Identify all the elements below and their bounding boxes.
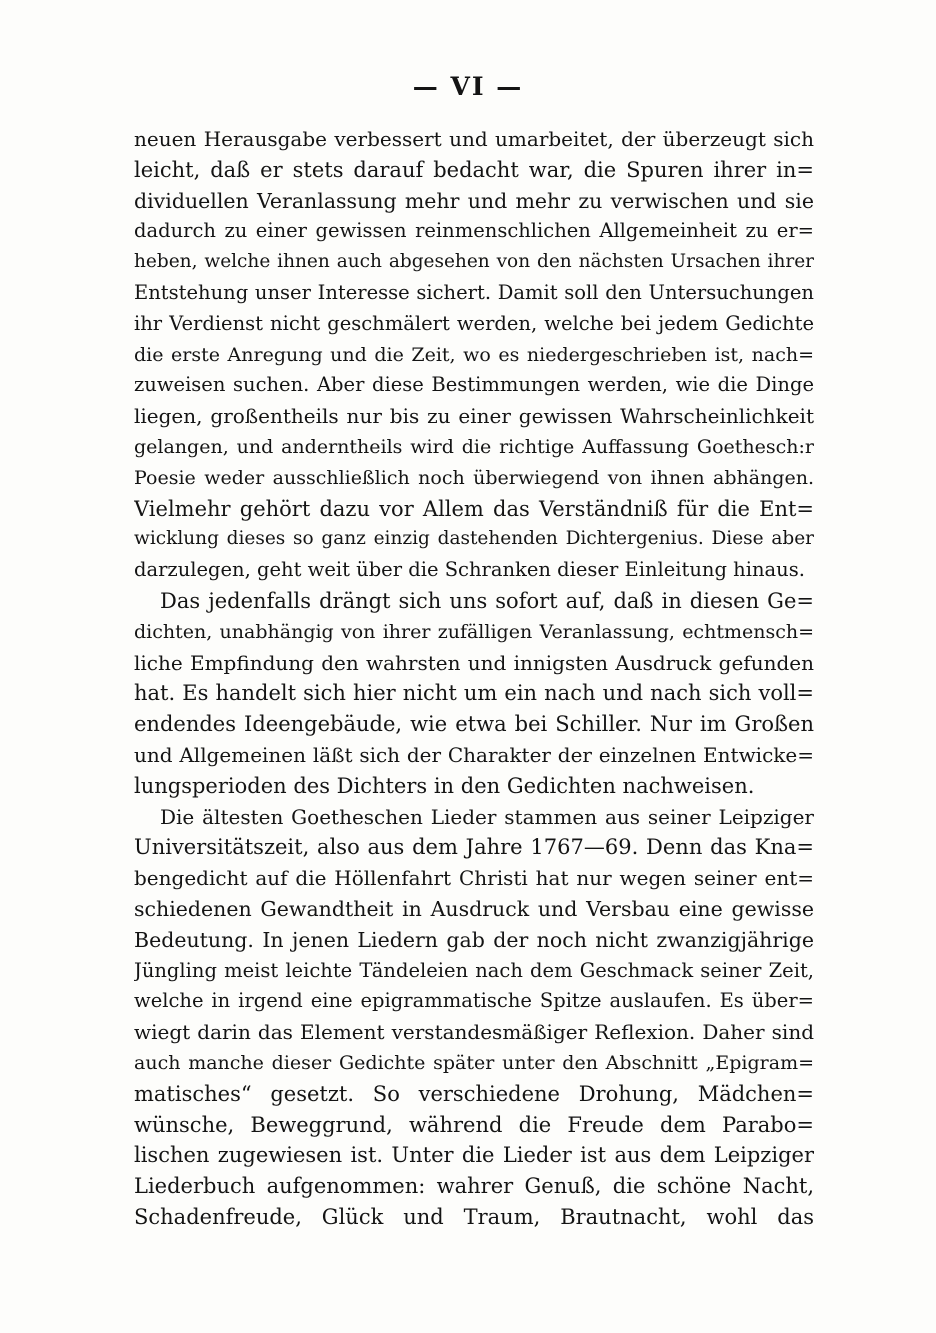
text-line: und Allgemeinen läßt sich der Charakter der einzelnen Entwicke= [134, 742, 814, 767]
text-line: wünsche, Beweggrund, während die Freude dem Parabo= [134, 1112, 814, 1137]
text-line: wiegt darin das Element verstandesmäßiger Reflexion. Daher sind [134, 1020, 814, 1045]
text-line: lischen zugewiesen ist. Unter die Lieder ist aus dem Leipziger [134, 1143, 814, 1168]
text-line: wicklung dieses so ganz einzig dastehenden Dichtergenius. Diese aber [134, 528, 814, 550]
text-line: zuweisen suchen. Aber diese Bestimmungen werden, wie die Dinge [134, 373, 814, 397]
page-number: — VI — [412, 72, 524, 101]
text-line: darzulegen, geht weit über die Schranken dieser Einleitung hinaus. [134, 558, 805, 582]
text-line: schiedenen Gewandtheit in Ausdruck und Versbau eine gewisse [134, 896, 814, 921]
text-line: matisches“ gesetzt. So verschiedene Drohung, Mädchen= [134, 1081, 814, 1106]
text-line: liche Empfindung den wahrsten und innigsten Ausdruck gefunden [134, 650, 814, 675]
text-line: Jüngling meist leichte Tändeleien nach dem Geschmack seiner Zeit, [134, 958, 814, 982]
text-line: ihr Verdienst nicht geschmälert werden, welche bei jedem Gedichte [134, 311, 814, 335]
text-line: bengedicht auf die Höllenfahrt Christi hat nur wegen seiner ent= [134, 866, 814, 891]
text-line: auch manche dieser Gedichte später unter den Abschnitt „Epigram= [134, 1051, 814, 1074]
text-line: welche in irgend eine epigrammatische Spitze auslaufen. Es über= [134, 989, 814, 1013]
text-line: endendes Ideengebäude, wie etwa bei Schiller. Nur im Großen [134, 712, 814, 737]
text-line: Liederbuch aufgenommen: wahrer Genuß, die schöne Nacht, [134, 1174, 814, 1199]
text-line: Entstehung unser Interesse sichert. Damit soll den Untersuchungen [134, 280, 814, 304]
text-line: Universitätszeit, also aus dem Jahre 1767—69. Denn das Kna= [134, 835, 814, 860]
text-line: Die ältesten Goetheschen Lieder stammen aus seiner Leipziger [160, 804, 814, 829]
text-line: dadurch zu einer gewissen reinmenschlichen Allgemeinheit zu er= [134, 219, 814, 243]
text-line: gelangen, und anderntheils wird die richtige Auffassung Goethesch:r [134, 435, 814, 458]
body-text [134, 124, 814, 1233]
text-line: lungsperioden des Dichters in den Gedichten nachweisen. [134, 773, 755, 798]
text-line: liegen, großentheils nur bis zu einer gewissen Wahrscheinlichkeit [134, 404, 814, 429]
text-line: Poesie weder ausschließlich noch überwiegend von ihnen abhängen. [134, 466, 814, 489]
text-line: dichten, unabhängig von ihrer zufälligen Veranlassung, echtmensch= [134, 620, 814, 643]
text-line: Schadenfreude, Glück und Traum, Brautnacht, wohl das [134, 1204, 814, 1229]
text-line: die erste Anregung und die Zeit, wo es niedergeschrieben ist, nach= [134, 343, 814, 366]
text-line: neuen Herausgabe verbessert und umarbeitet, der überzeugt sich [134, 127, 814, 151]
text-line: hat. Es handelt sich hier nicht um ein nach und nach sich voll= [134, 681, 814, 706]
text-line: heben, welche ihnen auch abgesehen von den nächsten Ursachen ihrer [134, 251, 814, 273]
text-line: leicht, daß er stets darauf bedacht war, die Spuren ihrer in= [134, 157, 814, 182]
text-line: Das jedenfalls drängt sich uns sofort auf, daß in diesen Ge= [160, 588, 814, 613]
text-line: dividuellen Veranlassung mehr und mehr zu verwischen und sie [134, 188, 814, 213]
text-line: Vielmehr gehört dazu vor Allem das Verständniß für die Ent= [134, 496, 814, 521]
text-line: Bedeutung. In jenen Liedern gab der noch nicht zwanzigjährige [134, 927, 814, 952]
